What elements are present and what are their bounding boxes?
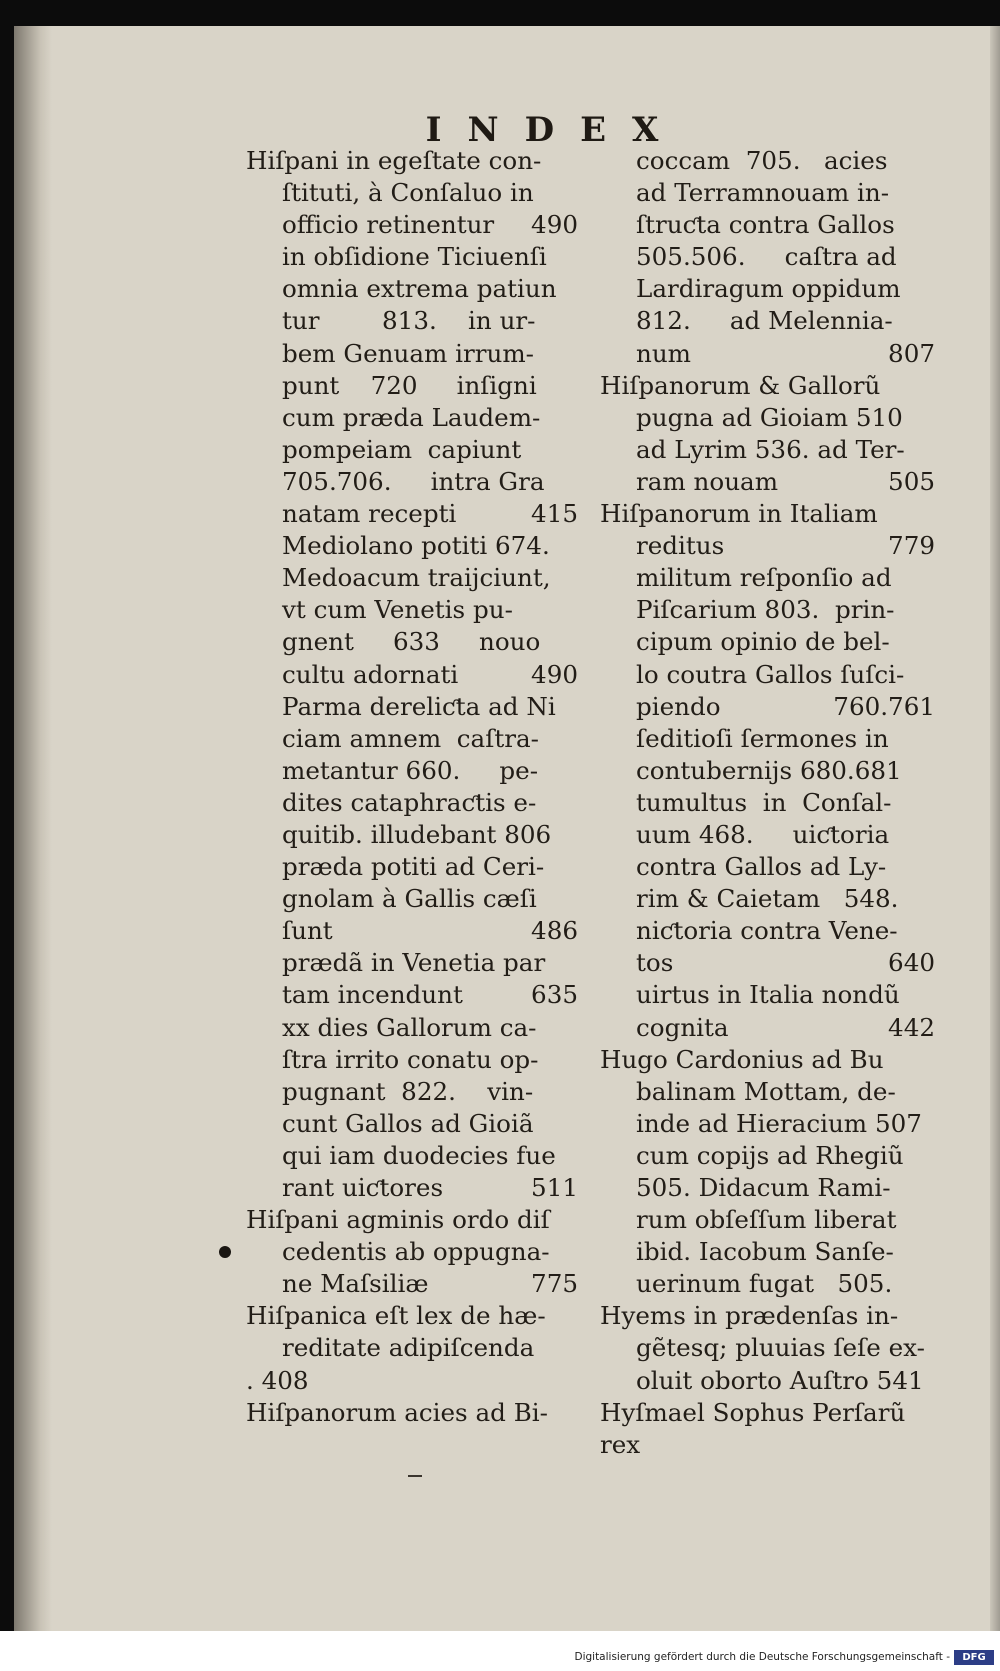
index-line (246, 1140, 578, 1172)
index-line (600, 1397, 935, 1429)
index-line-text: gnent 633 nouo (282, 627, 541, 657)
index-line-text: metantur 660. pe- (282, 755, 539, 785)
index-line-text: cultu adornati (282, 659, 459, 689)
index-line-text: uerinum fugat 505. (636, 1269, 893, 1299)
index-line (600, 1268, 935, 1300)
index-line (600, 1365, 935, 1397)
index-line-text: ad Lyrim 536. ad Ter- (636, 434, 905, 464)
running-header: INDEX (425, 110, 685, 150)
index-line (246, 466, 578, 498)
index-line (246, 177, 578, 209)
index-line-text: ſeditioſi ſermones in (636, 723, 889, 753)
index-line-text: reditus (636, 531, 725, 561)
index-line-text: Medoacum traijciunt, (282, 563, 551, 593)
index-line-text: prædã in Venetia par (282, 948, 546, 978)
index-line (246, 562, 578, 594)
page-right-edge (990, 26, 1000, 1631)
index-line (600, 723, 935, 755)
index-line (246, 1108, 578, 1140)
index-line-text: cognita (636, 1012, 729, 1042)
index-line-text: niƈtoria contra Vene- (636, 916, 898, 946)
index-line (246, 338, 578, 370)
index-line-text: punt 720 inſigni (282, 370, 537, 400)
index-line (600, 851, 935, 883)
index-line (600, 338, 935, 370)
index-line (246, 979, 578, 1011)
index-line-text: dites cataphraƈtis e- (282, 787, 537, 817)
index-line (246, 1365, 578, 1397)
index-line (246, 819, 578, 851)
index-line (600, 1172, 935, 1204)
index-line-text: Hiſpanorum & Gallorũ (600, 370, 881, 400)
index-line (600, 273, 935, 305)
ink-dash (408, 1475, 422, 1477)
index-line (600, 305, 935, 337)
index-line (246, 1236, 578, 1268)
index-line (600, 241, 935, 273)
index-line-text: uirtus in Italia nondũ (636, 980, 900, 1010)
index-line (246, 1204, 578, 1236)
index-page-number: 635 (531, 980, 578, 1010)
index-line (600, 1236, 935, 1268)
index-page-number: 505 (888, 466, 935, 496)
index-page-number: 415 (531, 499, 578, 529)
index-column-left (246, 145, 578, 1429)
index-line (600, 434, 935, 466)
index-line-text: ſtituti, à Conſaluo in (282, 178, 534, 208)
index-line-text: ſunt (282, 916, 333, 946)
index-line-text: xx dies Gallorum ca- (282, 1012, 537, 1042)
index-line (246, 594, 578, 626)
index-line (246, 1300, 578, 1332)
index-line (246, 1076, 578, 1108)
index-line-text: tos (636, 948, 674, 978)
index-line (600, 915, 935, 947)
index-line-text: cedentis ab oppugna- (282, 1237, 550, 1267)
index-line-text: oluit oborto Auſtro 541 (636, 1365, 924, 1395)
index-line-text: ciam amnem caſtra- (282, 723, 539, 753)
index-line (600, 145, 935, 177)
index-page-number: 442 (888, 1012, 935, 1042)
index-line (600, 659, 935, 691)
index-line-text: Hugo Cardonius ad Bu (600, 1044, 884, 1074)
index-line-text: gẽtesq; pluuias ſeſe ex- (636, 1333, 925, 1363)
index-line-text: piendo (636, 691, 721, 721)
index-line (600, 947, 935, 979)
index-line (600, 1332, 935, 1364)
index-line (600, 177, 935, 209)
index-line-text: in obſidione Ticiuenſi (282, 242, 547, 272)
index-line (246, 691, 578, 723)
index-page-number: 775 (531, 1269, 578, 1299)
index-line-text: lo coutra Gallos ſuſci- (636, 659, 905, 689)
footer-bar (0, 1648, 1000, 1671)
index-line-text: Hyems in prædenſas in- (600, 1301, 899, 1331)
index-line-text: Hiſpani in egeſtate con- (246, 146, 542, 175)
index-line (600, 1076, 935, 1108)
ink-spot (219, 1246, 231, 1258)
index-line-text: Hiſpanorum acies ad Bi- (246, 1397, 548, 1427)
index-line (600, 755, 935, 787)
index-line-text: cum præda Laudem- (282, 402, 541, 432)
index-line (246, 787, 578, 819)
digitization-credit: Digitalisierung gefördert durch die Deutsche Forschungsgemeinschaft - (574, 1651, 950, 1663)
index-line-text: ſtra irrito conatu op- (282, 1044, 539, 1074)
index-line-text: natam recepti (282, 499, 457, 529)
index-line (600, 209, 935, 241)
index-line-text: 812. ad Melennia- (636, 306, 893, 336)
index-page-number: 490 (531, 210, 578, 240)
index-line-text: rum obſeſſum liberat (636, 1205, 897, 1235)
index-line-text: Hiſpani agminis ordo diſ (246, 1205, 550, 1235)
index-line-text: contubernijs 680.681 (636, 755, 902, 785)
index-page-number: 807 (888, 338, 935, 368)
index-line (600, 1012, 935, 1044)
index-line-text: ram nouam (636, 466, 779, 496)
index-line (246, 530, 578, 562)
index-line (600, 883, 935, 915)
index-line-text: ſtruƈta contra Gallos (636, 210, 895, 240)
index-line (246, 434, 578, 466)
index-line (600, 530, 935, 562)
index-line (600, 1108, 935, 1140)
index-line-text: quitib. illudebant 806 (282, 819, 552, 849)
index-line-text: bem Genuam irrum- (282, 338, 534, 368)
index-line-text: num (636, 338, 691, 368)
index-line-text: rim & Caietam 548. (636, 884, 899, 914)
index-line-text: vt cum Venetis pu- (282, 595, 513, 625)
index-line-text: cunt Gallos ad Gioiã (282, 1108, 534, 1138)
index-line (600, 787, 935, 819)
page-gutter-shadow (14, 26, 52, 1631)
index-line (246, 305, 578, 337)
index-line (246, 1044, 578, 1076)
index-line-text: rant uiƈtores (282, 1173, 444, 1202)
index-line (246, 723, 578, 755)
index-line (246, 498, 578, 530)
index-page-number: 490 (531, 659, 578, 689)
index-line (600, 1429, 935, 1461)
index-line-text: Piſcarium 803. prin- (636, 595, 895, 625)
index-line-text: coccam 705. acies (636, 146, 888, 175)
index-line (246, 1397, 578, 1429)
index-line-text: tam incendunt (282, 980, 463, 1010)
index-line-text: gnolam à Gallis cæſi (282, 884, 537, 914)
index-line (600, 1204, 935, 1236)
index-line-text: omnia extrema patiun (282, 274, 557, 304)
index-line-text: Mediolano potiti 674. (282, 531, 550, 561)
index-line-text: præda potiti ad Ceri- (282, 852, 545, 882)
index-line-text: . 408 (246, 1365, 309, 1395)
index-line-text: Hyſmael Sophus Perſarũ (600, 1397, 906, 1427)
index-line (246, 659, 578, 691)
index-line (600, 402, 935, 434)
index-line-text: qui iam duodecies fue (282, 1140, 556, 1170)
index-line (246, 370, 578, 402)
index-line-text: inde ad Hieracium 507 (636, 1108, 922, 1138)
index-line-text: cipum opinio de bel- (636, 627, 890, 657)
index-line (246, 1012, 578, 1044)
index-line-text: rex (600, 1429, 641, 1459)
index-line (246, 915, 578, 947)
index-line (246, 883, 578, 915)
index-line (600, 819, 935, 851)
index-line-text: 705.706. intra Gra (282, 466, 545, 496)
index-line (600, 498, 935, 530)
index-line (246, 273, 578, 305)
index-line-text: officio retinentur (282, 210, 495, 240)
index-line (246, 1172, 578, 1204)
index-line (246, 755, 578, 787)
index-line-text: pugnant 822. vin- (282, 1076, 534, 1106)
index-line (246, 209, 578, 241)
index-line (600, 1044, 935, 1076)
index-line-text: pompeiam capiunt (282, 434, 522, 464)
index-line (246, 947, 578, 979)
index-line (600, 979, 935, 1011)
index-line (600, 594, 935, 626)
index-line-text: ibid. Iacobum Sanſe- (636, 1237, 894, 1267)
index-line-text: tur 813. in ur- (282, 306, 536, 336)
index-line (600, 1300, 935, 1332)
index-line-text: militum reſponſio ad (636, 563, 892, 593)
index-column-right (600, 145, 935, 1461)
index-line-text: reditate adipiſcenda (282, 1333, 535, 1363)
index-line (600, 1140, 935, 1172)
index-line (246, 1332, 578, 1364)
index-page-number: 640 (888, 948, 935, 978)
index-line-text: 505.506. caſtra ad (636, 242, 897, 272)
index-line-text: Lardiragum oppidum (636, 274, 901, 304)
index-line (246, 241, 578, 273)
index-line-text: uum 468. uiƈtoria (636, 819, 890, 849)
index-line-text: ad Terramnouam in- (636, 178, 890, 208)
index-line (246, 402, 578, 434)
index-line (600, 370, 935, 402)
index-line-text: Hiſpanica eſt lex de hæ- (246, 1301, 546, 1331)
index-line (600, 466, 935, 498)
index-line (246, 1268, 578, 1300)
index-line-text: Parma dereliƈta ad Ni (282, 691, 556, 721)
index-line-text: 505. Didacum Rami- (636, 1173, 891, 1202)
index-line (600, 626, 935, 658)
index-line (246, 145, 578, 177)
index-line (246, 851, 578, 883)
index-line-text: contra Gallos ad Ly- (636, 852, 887, 882)
index-page-number: 779 (888, 531, 935, 561)
index-line (600, 691, 935, 723)
index-line-text: cum copijs ad Rhegiũ (636, 1140, 904, 1170)
index-page-number: 511 (531, 1173, 578, 1202)
dfg-logo-icon: DFG (954, 1650, 994, 1665)
index-line-text: tumultus in Conſal- (636, 787, 892, 817)
index-line-text: pugna ad Gioiam 510 (636, 402, 903, 432)
index-page-number: 486 (531, 916, 578, 946)
index-line (246, 626, 578, 658)
index-line-text: balinam Mottam, de- (636, 1076, 896, 1106)
index-line-text: ne Maſsiliæ (282, 1269, 429, 1299)
index-line-text: Hiſpanorum in Italiam (600, 499, 878, 529)
index-line (600, 562, 935, 594)
index-page-number: 760.761 (833, 691, 935, 721)
